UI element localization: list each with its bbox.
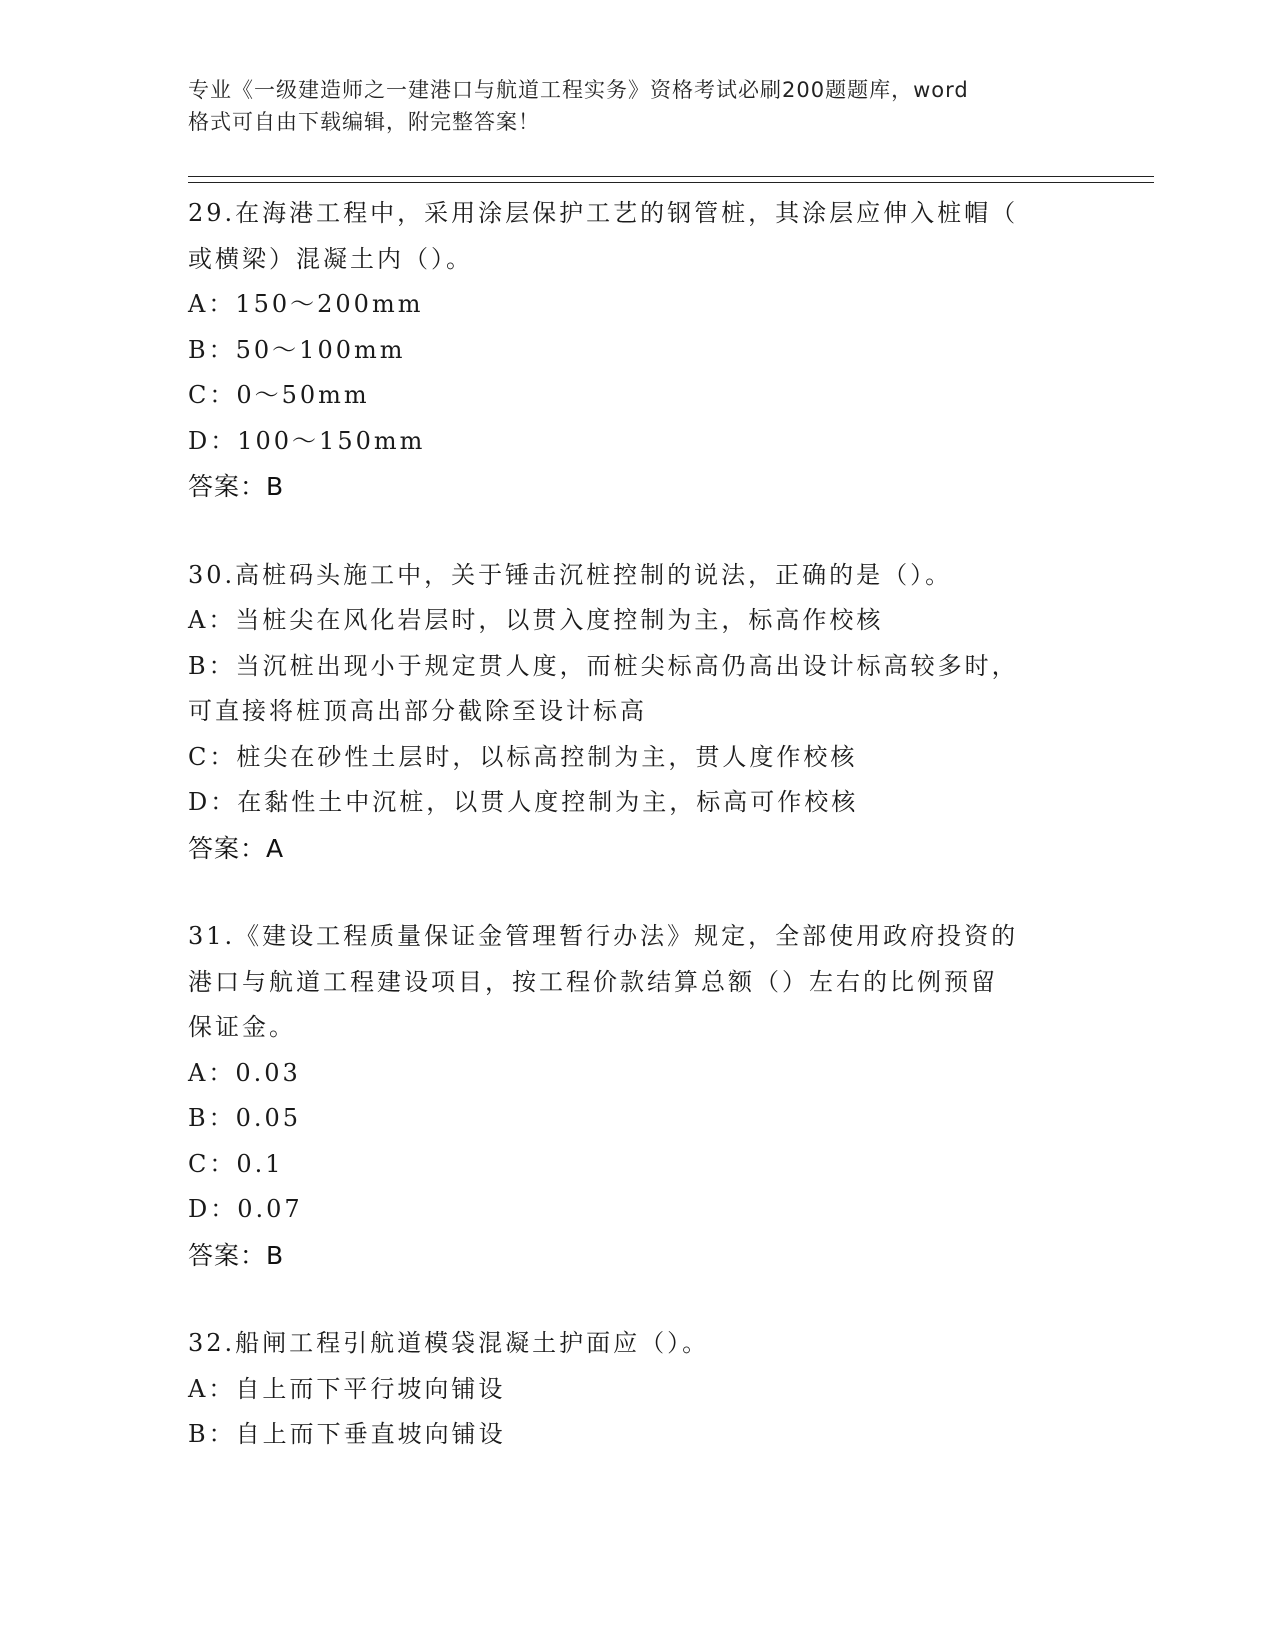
header-divider-bottom xyxy=(188,182,1154,183)
question-stem: 29.在海港工程中，采用涂层保护工艺的钢管桩，其涂层应伸入桩帽（ xyxy=(188,199,1019,227)
option-d: D：在黏性土中沉桩，以贯人度控制为主，标高可作校核 xyxy=(188,788,859,816)
option-a: A：150～200mm xyxy=(188,290,424,318)
option-b: B：50～100mm xyxy=(188,335,406,364)
option-d: D：0.07 xyxy=(188,1195,303,1223)
question-spacer xyxy=(188,510,1088,553)
header-line-1: 专业《一级建造师之一建港口与航道工程实务》资格考试必刷200题题库，word xyxy=(188,78,969,102)
header-line-2: 格式可自由下载编辑，附完整答案！ xyxy=(188,110,540,134)
document-header xyxy=(188,74,1088,138)
question-stem: 港口与航道工程建设项目，按工程价款结算总额（）左右的比例预留 xyxy=(188,967,998,996)
option-c: C：0.1 xyxy=(188,1149,284,1178)
question-spacer xyxy=(188,871,1088,914)
question-29 xyxy=(188,191,1088,510)
answer-label: 答案：B xyxy=(188,1240,285,1270)
question-stem: 30.高桩码头施工中，关于锤击沉桩控制的说法，正确的是（）。 xyxy=(188,560,953,589)
answer-label: 答案：A xyxy=(188,833,285,863)
header-divider-top xyxy=(188,176,1154,177)
option-b: B：自上而下垂直坡向铺设 xyxy=(188,1420,506,1448)
question-30 xyxy=(188,553,1088,872)
question-stem: 31.《建设工程质量保证金管理暂行办法》规定，全部使用政府投资的 xyxy=(188,922,1019,950)
question-spacer xyxy=(188,1278,1088,1321)
question-stem: 或横梁）混凝土内（）。 xyxy=(188,244,473,273)
question-stem: 保证金。 xyxy=(188,1013,296,1041)
option-b: B：0.05 xyxy=(188,1104,302,1132)
option-a: A：自上而下平行坡向铺设 xyxy=(188,1374,506,1403)
question-stem: 32.船闸工程引航道模袋混凝土护面应（）。 xyxy=(188,1329,710,1357)
option-d: D：100～150mm xyxy=(188,426,426,455)
option-a: A：当桩尖在风化岩层时，以贯入度控制为主，标高作校核 xyxy=(188,606,884,634)
question-32 xyxy=(188,1321,1088,1458)
option-c: C：0～50mm xyxy=(188,381,370,409)
option-b: B：当沉桩出现小于规定贯人度，而桩尖标高仍高出设计标高较多时， xyxy=(188,651,1019,680)
option-b-continued: 可直接将桩顶高出部分截除至设计标高 xyxy=(188,697,647,725)
option-a: A：0.03 xyxy=(188,1058,301,1087)
answer-label: 答案：B xyxy=(188,472,285,501)
question-31 xyxy=(188,914,1088,1278)
option-c: C：桩尖在砂性土层时，以标高控制为主，贯人度作校核 xyxy=(188,742,858,771)
question-list xyxy=(188,191,1088,1458)
